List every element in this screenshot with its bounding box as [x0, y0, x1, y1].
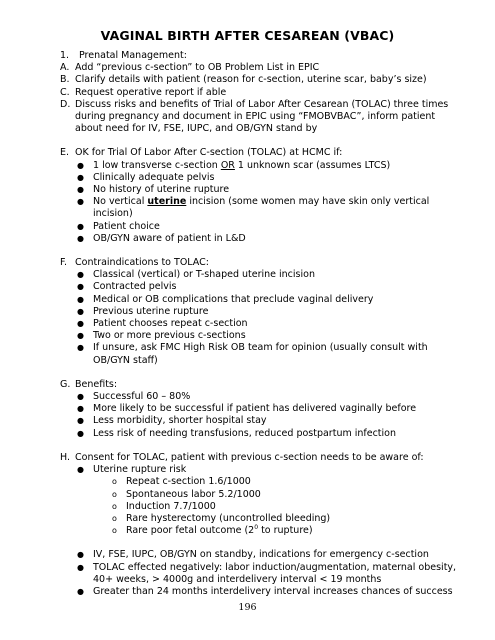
list-item-text: Discuss risks and benefits of Trial of Labor After Cesarean (TOLAC) three times during pregnancy and document in EPIC using “FMOBVBAC”, inform patient about need for IV, FSE, IUPC, and OB/GYN stand by: [75, 98, 449, 135]
bullet-item: [77, 415, 460, 427]
bullet-item: [77, 233, 460, 245]
bullet-item: [77, 221, 460, 233]
bullet-text: Less morbidity, shorter hospital stay: [93, 415, 267, 427]
list-marker: 1.: [60, 50, 70, 61]
sub-bullet-item: [112, 501, 460, 513]
bullet-icon: ●: [77, 319, 84, 329]
circle-bullet-icon: o: [112, 526, 117, 536]
sub-bullet-item: [112, 513, 460, 525]
list-item-text: Request operative report if able: [75, 86, 227, 98]
list-item: [60, 87, 460, 99]
bullet-icon: ●: [77, 185, 84, 195]
bullet-icon: ●: [77, 562, 84, 572]
heading-text: Benefits:: [75, 378, 118, 390]
bullet-icon: ●: [77, 221, 84, 231]
page-title: VAGINAL BIRTH AFTER CESAREAN (VBAC): [100, 28, 395, 43]
section-1-heading: [60, 50, 460, 62]
bullet-text: Two or more previous c-sections: [93, 330, 246, 342]
list-marker: E.: [60, 147, 70, 159]
bullet-text: [93, 160, 460, 172]
bullet-item: [77, 318, 460, 330]
list-marker: D.: [60, 98, 71, 110]
bullet-item: [77, 330, 460, 342]
bullet-text: OB/GYN aware of patient in L&D: [93, 232, 246, 244]
underlined-or: OR: [220, 159, 235, 171]
bullet-text: IV, FSE, IUPC, OB/GYN on standby, indications for emergency c-section: [93, 549, 429, 561]
bullet-icon: ●: [77, 586, 84, 596]
bullet-item: [77, 294, 460, 306]
bullet-icon: ●: [77, 404, 84, 414]
sub-bullet-text: [126, 525, 460, 537]
bullet-item: [77, 281, 460, 293]
bullet-icon: ●: [77, 428, 84, 438]
bullet-text: More likely to be successful if patient has delivered vaginally before: [93, 403, 417, 415]
section-e-heading: [60, 147, 460, 159]
bullet-icon: ●: [77, 197, 84, 207]
spacer: [60, 537, 460, 549]
heading-text: Prenatal Management:: [79, 50, 187, 61]
bullet-item: [77, 184, 460, 196]
bullet-icon: ●: [77, 343, 84, 353]
sub-bullet-text: Repeat c-section 1.6/1000: [126, 476, 251, 488]
emphasized-uterine: uterine: [147, 196, 187, 208]
bullet-item: [77, 160, 460, 172]
circle-bullet-icon: o: [112, 477, 117, 487]
bullet-icon: ●: [77, 233, 84, 243]
bullet-text: Patient choice: [93, 220, 160, 232]
spacer: [60, 245, 460, 257]
bullet-icon: ●: [77, 392, 84, 402]
list-item: [60, 99, 460, 136]
bullet-icon: ●: [77, 294, 84, 304]
bullet-item: [77, 306, 460, 318]
superscript: 0: [254, 523, 259, 531]
list-marker: B.: [60, 74, 70, 86]
bullet-text-part: 1 low transverse c-section: [93, 159, 221, 171]
list-item: [60, 74, 460, 86]
bullet-text: Previous uterine rupture: [93, 305, 209, 317]
bullet-icon: ●: [77, 282, 84, 292]
bullet-icon: ●: [77, 160, 84, 170]
circle-bullet-icon: o: [112, 489, 117, 499]
document-body: [60, 50, 460, 598]
sub-bullet-text: Spontaneous labor 5.2/1000: [126, 488, 261, 500]
bullet-text: Uterine rupture risk: [93, 464, 187, 476]
bullet-text: Medical or OB complications that preclude vaginal delivery: [93, 293, 374, 305]
bullet-item: [77, 586, 460, 598]
sub-text-part: to rupture): [258, 525, 313, 537]
list-marker: C.: [60, 86, 70, 98]
bullet-text-part: incision (some women may have skin only vertical incision): [93, 196, 430, 220]
bullet-item: [77, 172, 460, 184]
spacer: [60, 135, 460, 147]
page-number: 196: [238, 602, 257, 613]
spacer: [60, 440, 460, 452]
bullet-text-part: No vertical: [93, 196, 148, 208]
list-marker: G.: [60, 378, 71, 390]
bullet-item: [77, 391, 460, 403]
bullet-text: Less risk of needing transfusions, reduced postpartum infection: [93, 427, 397, 439]
list-marker: H.: [60, 451, 70, 463]
circle-bullet-icon: o: [112, 513, 117, 523]
bullet-item: [77, 464, 460, 476]
bullet-text: Patient chooses repeat c-section: [93, 318, 248, 330]
bullet-icon: ●: [77, 270, 84, 280]
bullet-text: No history of uterine rupture: [93, 184, 230, 196]
bullet-item: [77, 549, 460, 561]
bullet-text: TOLAC effected negatively: labor induction/augmentation, maternal obesity, 40+ weeks, > 4000g and interdelivery interval < 19 months: [93, 561, 457, 585]
sub-text-part: Rare poor fetal outcome (2: [126, 525, 255, 537]
section-f-heading: [60, 257, 460, 269]
section-h-heading: [60, 452, 460, 464]
section-g-heading: [60, 379, 460, 391]
list-item-text: Clarify details with patient (reason for c-section, uterine scar, baby’s size): [75, 74, 427, 86]
bullet-item: [77, 342, 460, 366]
bullet-icon: ●: [77, 331, 84, 341]
sub-bullet-text: Induction 7.7/1000: [126, 500, 216, 512]
bullet-text: [93, 196, 460, 220]
bullet-icon: ●: [77, 465, 84, 475]
bullet-icon: ●: [77, 550, 84, 560]
bullet-text-part: 1 unknown scar (assumes LTCS): [234, 159, 391, 171]
bullet-icon: ●: [77, 306, 84, 316]
bullet-icon: ●: [77, 172, 84, 182]
sub-bullet-item: [112, 489, 460, 501]
bullet-text: Classical (vertical) or T-shaped uterine incision: [93, 269, 315, 281]
list-marker: F.: [60, 257, 67, 269]
bullet-item: [77, 403, 460, 415]
bullet-item: [77, 562, 460, 586]
list-item: [60, 62, 460, 74]
heading-text: Consent for TOLAC, patient with previous c-section needs to be aware of:: [75, 451, 424, 463]
bullet-item: [77, 196, 460, 220]
bullet-text: Clinically adequate pelvis: [93, 171, 215, 183]
bullet-item: [77, 269, 460, 281]
sub-bullet-item: [112, 525, 460, 537]
list-item-text: Add “previous c-section” to OB Problem List in EPIC: [75, 62, 320, 74]
bullet-text: Greater than 24 months interdelivery interval increases chances of success: [93, 585, 453, 597]
heading-text: OK for Trial Of Labor After C-section (TOLAC) at HCMC if:: [75, 147, 343, 159]
bullet-text: If unsure, ask FMC High Risk OB team for opinion (usually consult with OB/GYN staff): [93, 342, 428, 366]
bullet-item: [77, 428, 460, 440]
list-marker: A.: [60, 62, 70, 74]
sub-bullet-text: Rare hysterectomy (uncontrolled bleeding): [126, 512, 331, 524]
heading-text: Contraindications to TOLAC:: [75, 257, 209, 269]
spacer: [60, 367, 460, 379]
sub-bullet-item: [112, 476, 460, 488]
circle-bullet-icon: o: [112, 501, 117, 511]
bullet-icon: ●: [77, 416, 84, 426]
bullet-text: Successful 60 – 80%: [93, 391, 191, 403]
bullet-text: Contracted pelvis: [93, 281, 177, 293]
